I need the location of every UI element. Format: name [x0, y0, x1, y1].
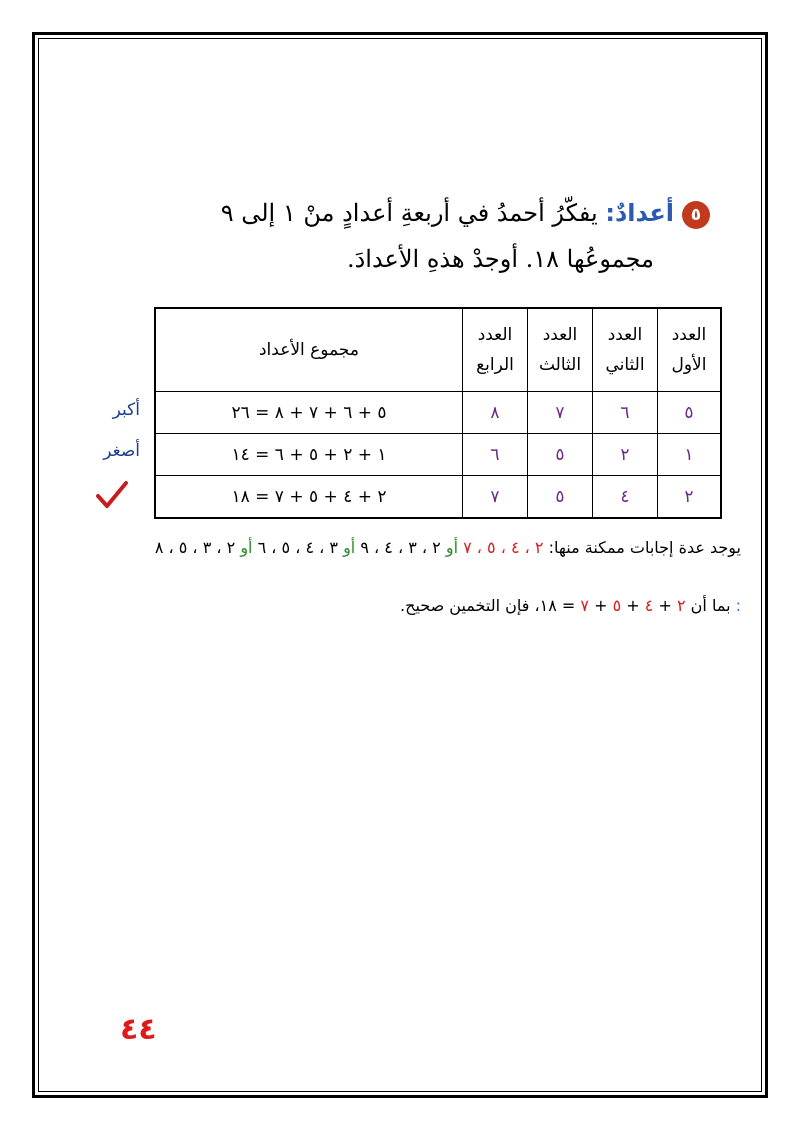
answer-or: أو	[343, 538, 356, 557]
header-second-number: العدد الثاني	[593, 308, 658, 392]
sum-cell: ٥ + ٦ + ٧ + ٨ = ٢٦	[155, 392, 463, 434]
table-cell: ٦	[593, 392, 658, 434]
check-line	[300, 596, 741, 615]
table-cell: ٥	[658, 392, 722, 434]
table-cell: ٨	[463, 392, 528, 434]
check-plus: +	[594, 596, 608, 615]
sum-cell: ٢ + ٤ + ٥ + ٧ = ١٨	[155, 476, 463, 519]
check-prefix: بما أن	[690, 596, 731, 615]
problem-statement	[190, 190, 710, 282]
numbers-table	[154, 307, 722, 519]
table-cell: ٦	[463, 434, 528, 476]
note-smaller: أصغر	[103, 441, 140, 461]
table-row	[155, 476, 721, 519]
check-term: ٧	[580, 596, 589, 615]
table-cell: ٤	[593, 476, 658, 519]
problem-line-1	[190, 190, 710, 236]
answer-line	[65, 538, 741, 557]
header-fourth-number: العدد الرابع	[463, 308, 528, 392]
answer-set-1: ٢ ، ٤ ، ٥ ، ٧	[463, 538, 544, 557]
table-row	[155, 392, 721, 434]
problem-line-2: مجموعُها ١٨. أوجدْ هذهِ الأعدادَ.	[346, 245, 654, 273]
table-cell: ٢	[593, 434, 658, 476]
table-cell: ٥	[528, 434, 593, 476]
answer-set-4: ٢ ، ٣ ، ٥ ، ٨	[154, 538, 236, 557]
problem-number-badge: ٥	[682, 201, 710, 229]
table-row	[155, 434, 721, 476]
header-first-number: العدد الأول	[658, 308, 722, 392]
table-cell: ٢	[658, 476, 722, 519]
answer-or: أو	[240, 538, 253, 557]
check-term: ٤	[644, 596, 654, 615]
table-header-row	[155, 308, 721, 392]
header-sum: مجموع الأعداد	[155, 308, 463, 392]
check-colon: :	[735, 596, 741, 615]
check-plus: +	[658, 596, 672, 615]
table-cell: ٧	[463, 476, 528, 519]
page-number: ٤٤	[120, 1012, 157, 1047]
answer-or: أو	[445, 538, 459, 557]
checkmark-icon	[95, 478, 129, 512]
answer-set-3: ٣ ، ٤ ، ٥ ، ٦	[257, 538, 338, 557]
check-suffix: = ١٨، فإن التخمين صحيح.	[400, 596, 576, 615]
header-third-number: العدد الثالث	[528, 308, 593, 392]
sum-cell: ١ + ٢ + ٥ + ٦ = ١٤	[155, 434, 463, 476]
answer-intro: يوجد عدة إجابات ممكنة منها:	[548, 538, 741, 557]
table-cell: ٥	[528, 476, 593, 519]
problem-keyword: أعدادٌ:	[605, 199, 674, 227]
note-bigger: أكبر	[112, 400, 140, 420]
problem-text-1: يفكّرُ أحمدُ في أربعةِ أعدادٍ منْ ١ إلى ٩	[220, 199, 598, 227]
answer-set-2: ٢ ، ٣ ، ٤ ، ٩	[360, 538, 441, 557]
table-cell: ٧	[528, 392, 593, 434]
check-term: ٥	[612, 596, 622, 615]
check-plus: +	[626, 596, 640, 615]
table-cell: ١	[658, 434, 722, 476]
check-term: ٢	[676, 596, 686, 615]
